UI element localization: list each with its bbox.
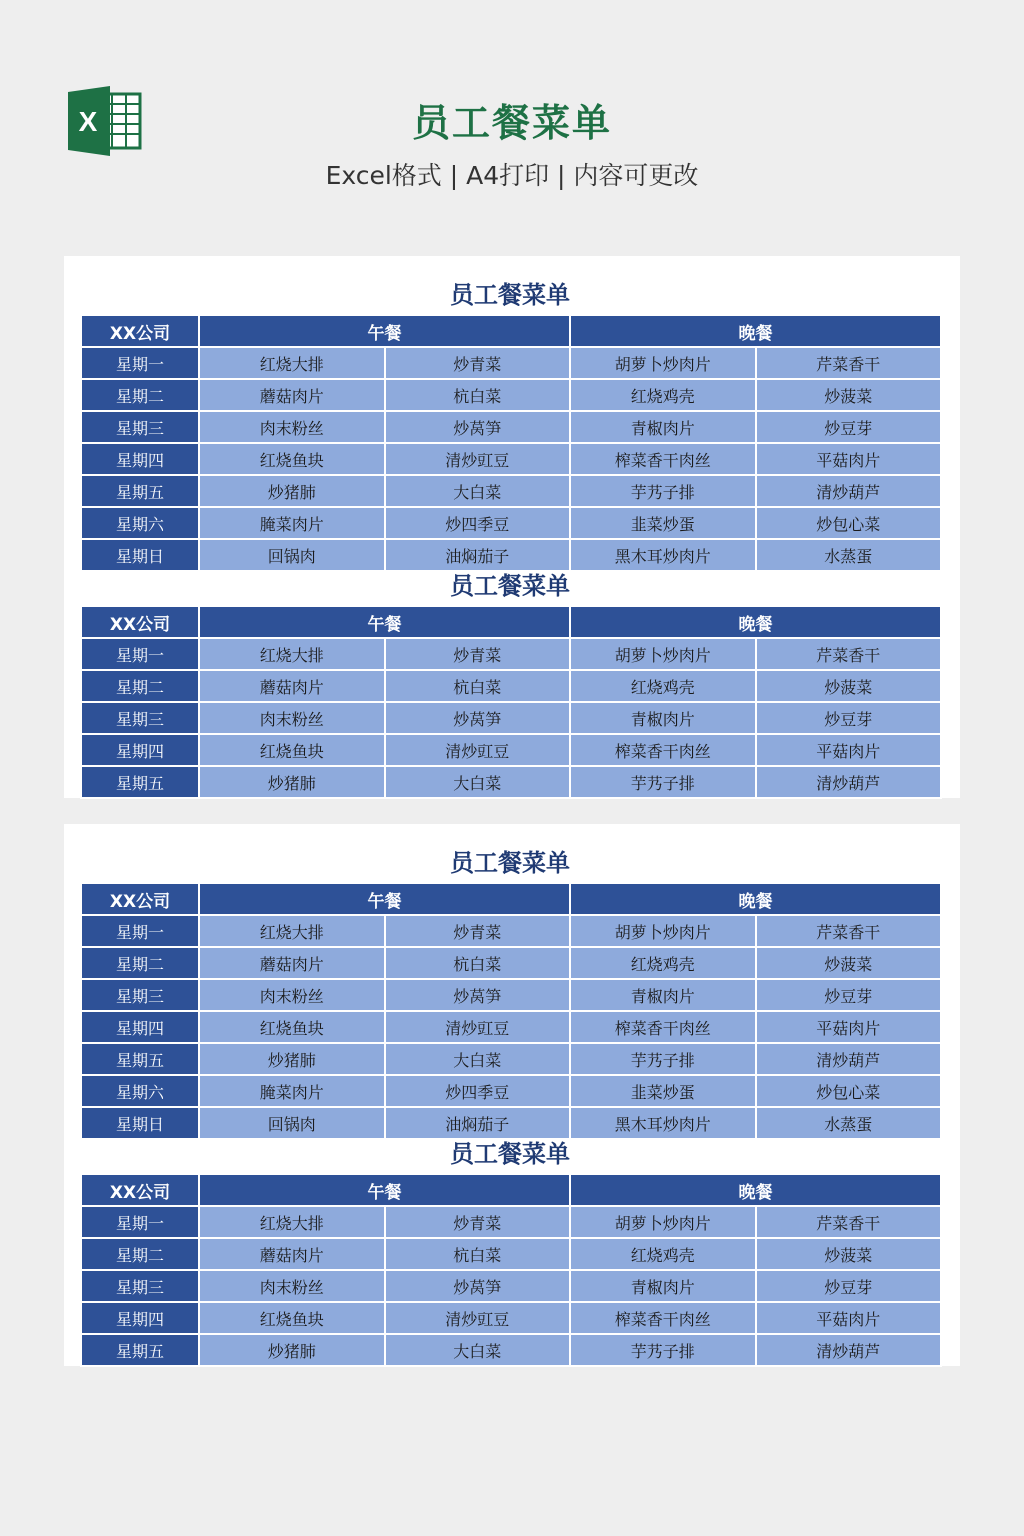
dish-cell: 清炒豇豆 [385,1302,571,1334]
table-row [81,766,941,798]
dish-cell: 红烧鱼块 [199,1302,385,1334]
dish-cell: 胡萝卜炒肉片 [570,915,756,947]
day-cell: 星期五 [81,1334,199,1366]
menu-header-row [81,315,941,347]
menu-table [80,605,942,799]
day-cell: 星期三 [81,1270,199,1302]
dish-cell: 青椒肉片 [570,702,756,734]
dish-cell: 榨菜香干肉丝 [570,1302,756,1334]
table-row [81,915,941,947]
day-cell: 星期五 [81,475,199,507]
company-label: XX公司 [81,606,199,638]
dish-cell: 芹菜香干 [756,347,942,379]
dish-cell: 榨菜香干肉丝 [570,443,756,475]
table-row [81,411,941,443]
table-row [81,670,941,702]
day-cell: 星期三 [81,702,199,734]
menu-header-row [81,606,941,638]
dish-cell: 红烧大排 [199,638,385,670]
dish-cell: 榨菜香干肉丝 [570,734,756,766]
dish-cell: 腌菜肉片 [199,1075,385,1107]
dish-cell: 蘑菇肉片 [199,379,385,411]
dish-cell: 炒包心菜 [756,507,942,539]
dish-cell: 杭白菜 [385,379,571,411]
table-row [81,1075,941,1107]
dish-cell: 红烧大排 [199,1206,385,1238]
dish-cell: 炒四季豆 [385,1075,571,1107]
company-label: XX公司 [81,1174,199,1206]
dish-cell: 炒菠菜 [756,379,942,411]
menu-title: 员工餐菜单 [450,1140,570,1168]
dish-cell: 红烧鸡壳 [570,379,756,411]
menu-block [80,270,940,572]
dish-cell: 炒青菜 [385,638,571,670]
dish-cell: 胡萝卜炒肉片 [570,1206,756,1238]
table-row [81,638,941,670]
dish-cell: 芋艿子排 [570,475,756,507]
dish-cell: 红烧鸡壳 [570,947,756,979]
dish-cell: 蘑菇肉片 [199,947,385,979]
dish-cell: 芹菜香干 [756,638,942,670]
dish-cell: 芋艿子排 [570,1334,756,1366]
dish-cell: 清炒葫芦 [756,1043,942,1075]
dish-cell: 回锅肉 [199,1107,385,1139]
dish-cell: 清炒豇豆 [385,734,571,766]
dish-cell: 蘑菇肉片 [199,670,385,702]
company-label: XX公司 [81,315,199,347]
dish-cell: 炒豆芽 [756,1270,942,1302]
dish-cell: 杭白菜 [385,1238,571,1270]
table-row [81,947,941,979]
dish-cell: 清炒葫芦 [756,475,942,507]
day-cell: 星期四 [81,1011,199,1043]
lunch-header: 午餐 [199,1174,570,1206]
dish-cell: 蘑菇肉片 [199,1238,385,1270]
dish-cell: 肉末粉丝 [199,979,385,1011]
lunch-header: 午餐 [199,606,570,638]
table-row [81,475,941,507]
dish-cell: 大白菜 [385,475,571,507]
dish-cell: 炒莴笋 [385,1270,571,1302]
day-cell: 星期四 [81,734,199,766]
day-cell: 星期三 [81,979,199,1011]
menu-block [80,838,940,1140]
company-label: XX公司 [81,883,199,915]
dish-cell: 红烧鱼块 [199,734,385,766]
dish-cell: 炒菠菜 [756,1238,942,1270]
dish-cell: 黑木耳炒肉片 [570,1107,756,1139]
dish-cell: 杭白菜 [385,947,571,979]
table-row [81,347,941,379]
dish-cell: 红烧鸡壳 [570,670,756,702]
menu-table [80,314,942,572]
dinner-header: 晚餐 [570,315,941,347]
day-cell: 星期五 [81,1043,199,1075]
dish-cell: 平菇肉片 [756,443,942,475]
dish-cell: 肉末粉丝 [199,702,385,734]
dish-cell: 油焖茄子 [385,539,571,571]
day-cell: 星期一 [81,347,199,379]
dish-cell: 韭菜炒蛋 [570,1075,756,1107]
table-row [81,379,941,411]
table-row [81,1270,941,1302]
dish-cell: 黑木耳炒肉片 [570,539,756,571]
dish-cell: 肉末粉丝 [199,1270,385,1302]
day-cell: 星期二 [81,947,199,979]
dish-cell: 炒青菜 [385,1206,571,1238]
table-row [81,702,941,734]
dish-cell: 炒莴笋 [385,702,571,734]
day-cell: 星期日 [81,539,199,571]
dish-cell: 炒四季豆 [385,507,571,539]
table-row [81,443,941,475]
page-subtitle: Excel格式 | A4打印 | 内容可更改 [325,161,699,190]
lunch-header: 午餐 [199,315,570,347]
dish-cell: 平菇肉片 [756,1302,942,1334]
menu-title: 员工餐菜单 [450,849,570,877]
dish-cell: 炒菠菜 [756,947,942,979]
table-row [81,979,941,1011]
dish-cell: 韭菜炒蛋 [570,507,756,539]
dish-cell: 水蒸蛋 [756,539,942,571]
day-cell: 星期日 [81,1107,199,1139]
menu-title: 员工餐菜单 [450,281,570,309]
dish-cell: 胡萝卜炒肉片 [570,347,756,379]
dish-cell: 红烧鸡壳 [570,1238,756,1270]
lunch-header: 午餐 [199,883,570,915]
dish-cell: 芹菜香干 [756,1206,942,1238]
day-cell: 星期一 [81,638,199,670]
dish-cell: 炒莴笋 [385,979,571,1011]
menu-block [80,1129,940,1367]
dish-cell: 清炒豇豆 [385,1011,571,1043]
dish-cell: 红烧大排 [199,915,385,947]
dish-cell: 平菇肉片 [756,734,942,766]
table-row [81,1043,941,1075]
dish-cell: 炒猪肺 [199,1334,385,1366]
table-row [81,1206,941,1238]
day-cell: 星期一 [81,915,199,947]
dinner-header: 晚餐 [570,883,941,915]
dish-cell: 胡萝卜炒肉片 [570,638,756,670]
table-row [81,1238,941,1270]
dish-cell: 炒猪肺 [199,1043,385,1075]
day-cell: 星期二 [81,1238,199,1270]
day-cell: 星期五 [81,766,199,798]
day-cell: 星期六 [81,507,199,539]
dinner-header: 晚餐 [570,1174,941,1206]
table-row [81,1011,941,1043]
dinner-header: 晚餐 [570,606,941,638]
dish-cell: 大白菜 [385,1334,571,1366]
day-cell: 星期一 [81,1206,199,1238]
page-title: 员工餐菜单 [411,101,612,145]
dish-cell: 炒包心菜 [756,1075,942,1107]
menu-title: 员工餐菜单 [450,572,570,600]
day-cell: 星期三 [81,411,199,443]
dish-cell: 油焖茄子 [385,1107,571,1139]
dish-cell: 腌菜肉片 [199,507,385,539]
day-cell: 星期四 [81,443,199,475]
preview-card-2 [64,824,960,1366]
dish-cell: 芋艿子排 [570,1043,756,1075]
table-row [81,507,941,539]
dish-cell: 榨菜香干肉丝 [570,1011,756,1043]
dish-cell: 炒菠菜 [756,670,942,702]
dish-cell: 平菇肉片 [756,1011,942,1043]
dish-cell: 大白菜 [385,766,571,798]
day-cell: 星期四 [81,1302,199,1334]
day-cell: 星期二 [81,670,199,702]
dish-cell: 清炒葫芦 [756,1334,942,1366]
day-cell: 星期二 [81,379,199,411]
dish-cell: 炒猪肺 [199,766,385,798]
table-row [81,734,941,766]
dish-cell: 青椒肉片 [570,979,756,1011]
dish-cell: 炒豆芽 [756,702,942,734]
dish-cell: 芋艿子排 [570,766,756,798]
dish-cell: 水蒸蛋 [756,1107,942,1139]
dish-cell: 红烧鱼块 [199,443,385,475]
menu-header-row [81,883,941,915]
dish-cell: 大白菜 [385,1043,571,1075]
dish-cell: 芹菜香干 [756,915,942,947]
dish-cell: 炒青菜 [385,347,571,379]
dish-cell: 红烧鱼块 [199,1011,385,1043]
dish-cell: 回锅肉 [199,539,385,571]
table-row [81,1334,941,1366]
dish-cell: 炒猪肺 [199,475,385,507]
excel-logo-letter: X [78,106,98,137]
dish-cell: 清炒豇豆 [385,443,571,475]
menu-block [80,561,940,799]
dish-cell: 炒豆芽 [756,411,942,443]
day-cell: 星期六 [81,1075,199,1107]
menu-table [80,1173,942,1367]
dish-cell: 青椒肉片 [570,1270,756,1302]
dish-cell: 炒豆芽 [756,979,942,1011]
preview-card-1 [64,256,960,798]
dish-cell: 杭白菜 [385,670,571,702]
dish-cell: 红烧大排 [199,347,385,379]
menu-header-row [81,1174,941,1206]
dish-cell: 清炒葫芦 [756,766,942,798]
table-row [81,1302,941,1334]
dish-cell: 炒青菜 [385,915,571,947]
dish-cell: 炒莴笋 [385,411,571,443]
dish-cell: 青椒肉片 [570,411,756,443]
menu-table [80,882,942,1140]
dish-cell: 肉末粉丝 [199,411,385,443]
